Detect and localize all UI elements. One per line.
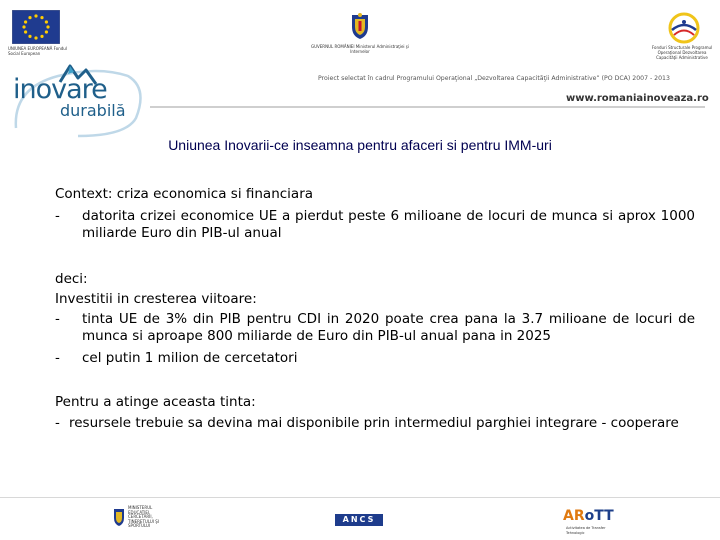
investitii-bullet-2-text: cel putin 1 milion de cercetatori	[82, 350, 298, 366]
brand-name-durabila: durabilă	[60, 101, 126, 120]
footer-divider	[0, 497, 720, 498]
context-bullet	[55, 208, 695, 242]
ancs-logo: ANCS	[335, 514, 383, 526]
arott-logo	[563, 508, 614, 524]
arott-tagline: Activitatea de Transfer Tehnologic	[566, 526, 606, 535]
structural-funds-logo	[668, 12, 700, 44]
project-caption: Proiect selectat în cadrul Programului Operaţional „Dezvoltarea Capacităţii Administrative” (PO DCA) 2007 - 2013	[318, 75, 670, 82]
brand-name-inovare: inovare	[13, 74, 107, 105]
slide-title: Uniunea Inovarii-ce inseamna pentru afaceri si pentru IMM-uri	[168, 137, 552, 153]
context-bullet-text: datorita crizei economice UE a pierdut peste 6 milioane de locuri de munca si aprox 1000 miliarde Euro din PIB-ul anual	[82, 208, 695, 241]
eu-flag-logo	[12, 10, 60, 44]
target-bullet-text: resursele trebuie sa devina mai disponibile prin intermediul parghiei integrare - cooperare	[69, 415, 679, 431]
bullet-dash: -	[55, 350, 60, 366]
government-caption: GUVERNUL ROMÂNIEI Ministerul Administraţiei şi Internelor	[311, 44, 409, 54]
eu-caption: UNIUNEA EUROPEANĂ Fondul Social European	[8, 46, 67, 56]
ministry-caption: MINISTERUL EDUCAŢIEI, CERCETĂRII, TINERETULUI ŞI SPORTULUI	[128, 505, 159, 528]
structural-funds-caption: Fonduri Structurale Programul Operaţional Dezvoltarea Capacităţii Administrative	[651, 45, 713, 60]
romania-coat-of-arms-icon	[349, 12, 371, 40]
investitii-bullet-1	[55, 311, 695, 345]
header-divider	[150, 106, 705, 108]
deci-label: deci:	[55, 271, 88, 287]
bullet-dash: -	[55, 208, 60, 224]
context-heading: Context: criza economica si financiara	[55, 186, 314, 202]
target-heading: Pentru a atinge aceasta tinta:	[55, 394, 256, 410]
arott-logo-part-a: AR	[563, 508, 585, 524]
investitii-bullet-2	[55, 350, 695, 367]
bullet-dash: -	[55, 415, 60, 431]
bullet-dash: -	[55, 311, 60, 327]
arott-logo-part-b: oTT	[584, 508, 614, 524]
ministry-crest-icon	[113, 507, 125, 527]
target-bullet	[55, 415, 695, 432]
website-link[interactable]: www.romaniainoveaza.ro	[566, 93, 709, 104]
investitii-heading: Investitii in cresterea viitoare:	[55, 291, 257, 307]
investitii-bullet-1-text: tinta UE de 3% din PIB pentru CDI in 2020 poate crea pana la 3.7 milioane de locuri de munca si aproape 800 miliarde de Euro din PIB-ul anual pana in 2025	[82, 311, 695, 344]
